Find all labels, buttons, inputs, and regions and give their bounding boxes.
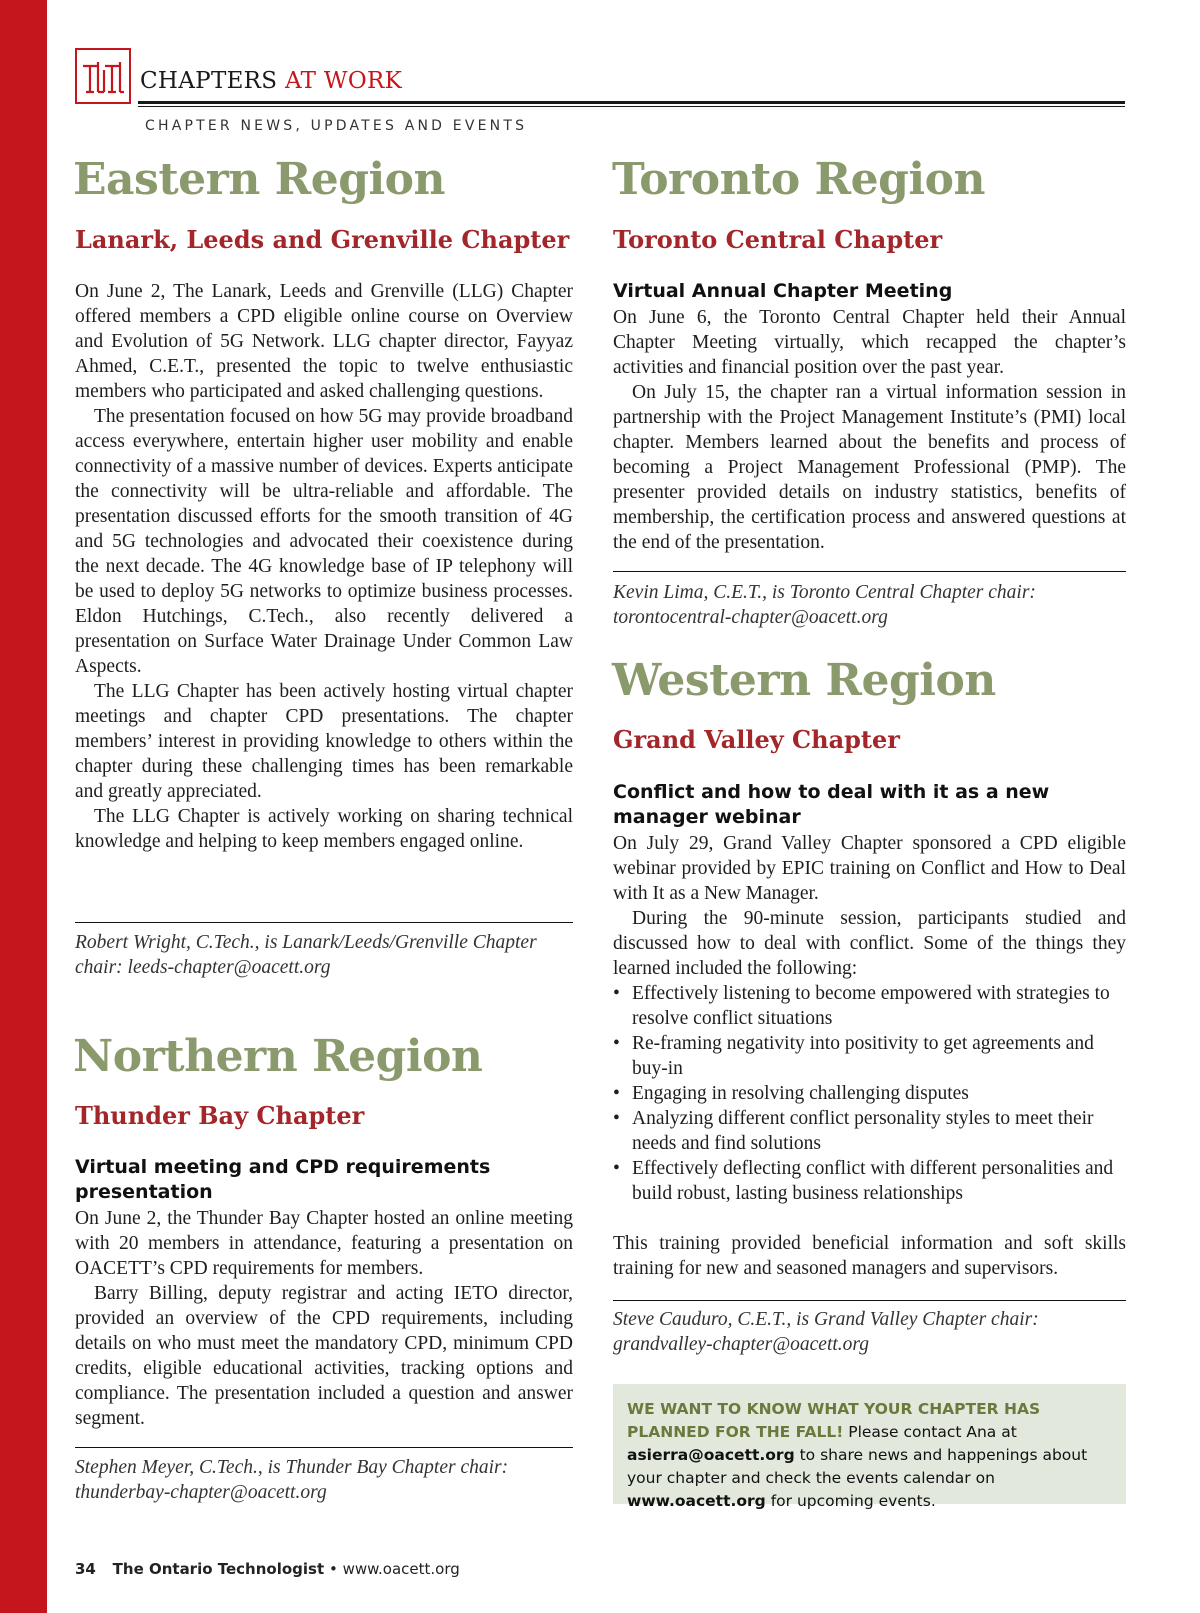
toronto-signature bbox=[613, 580, 1126, 630]
eastern-region-heading: Eastern Region bbox=[73, 154, 446, 205]
eastern-paragraph: The LLG Chapter is actively working on sharing technical knowledge and helping to keep members engaged online. bbox=[75, 806, 573, 852]
toronto-chapter-heading: Toronto Central Chapter bbox=[613, 225, 943, 254]
callout-text-1: Please contact Ana at bbox=[848, 1423, 1017, 1441]
toronto-region-heading: Toronto Region bbox=[612, 154, 985, 205]
red-side-bar bbox=[0, 0, 47, 1613]
northern-signature bbox=[75, 1455, 573, 1505]
header-rule-thin bbox=[138, 106, 1125, 107]
bullet-item: • Effectively deflecting conflict with different personalities and build robust, lasting business relationships bbox=[613, 1156, 1126, 1206]
eastern-signature bbox=[75, 930, 573, 980]
section-title-part2: AT WORK bbox=[284, 68, 403, 94]
northern-signature-text: Stephen Meyer, C.Tech., is Thunder Bay Chapter chair: thunderbay-chapter@oacett.org bbox=[75, 1457, 509, 1503]
callout-email-link[interactable]: asierra@oacett.org bbox=[627, 1446, 795, 1464]
callout-website-link[interactable]: www.oacett.org bbox=[627, 1492, 766, 1510]
section-subtitle: CHAPTER NEWS, UPDATES AND EVENTS bbox=[145, 118, 528, 134]
northern-paragraph: Barry Billing, deputy registrar and acting IETO director, provided an overview of the CPD requirements, including details on who must meet the mandatory CPD, minimum CPD credits, eligible educational activities, tracking options and compliance. The presentation included a question and answer segment. bbox=[75, 1283, 573, 1429]
magazine-title: The Ontario Technologist bbox=[112, 1560, 325, 1578]
header-rule-thick bbox=[138, 101, 1125, 104]
western-region-heading: Western Region bbox=[612, 655, 996, 706]
eastern-paragraph: On June 2, The Lanark, Leeds and Grenville (LLG) Chapter offered members a CPD eligible online course on Overview and Evolution of 5G Network. LLG chapter director, Fayyaz Ahmed, C.E.T., presented the topic to twelve enthusiastic members who participated and asked challenging questions. bbox=[75, 281, 573, 402]
western-closing-text: This training provided beneficial information and soft skills training for new and seasoned managers and supervisors. bbox=[613, 1233, 1126, 1279]
northern-region-heading: Northern Region bbox=[73, 1031, 483, 1082]
callout-highlight: WE WANT TO KNOW WHAT YOUR CHAPTER HAS PLANNED FOR THE FALL! bbox=[627, 1400, 1041, 1441]
eastern-signature-rule bbox=[75, 922, 573, 923]
eastern-paragraph: The presentation focused on how 5G may provide broadband access everywhere, entertain higher user mobility and enable connectivity of a massive number of devices. Experts anticipate the connectivity will be ultra-reliable and affordable. The presentation discussed efforts for the smooth transition of 4G and 5G technologies and advocated their coexistence during the next decade. The 4G knowledge base of IP telephony will be used to deploy 5G networks to optimize business processes. Eldon Hutchings, C.Tech., also recently delivered a presentation on Surface Water Drainage Under Common Law Aspects. bbox=[75, 406, 573, 677]
western-signature bbox=[613, 1307, 1126, 1357]
western-closing bbox=[613, 1231, 1126, 1281]
northern-signature-rule bbox=[75, 1447, 573, 1448]
toronto-signature-text: Kevin Lima, C.E.T., is Toronto Central Chapter chair: torontocentral-chapter@oacett.org bbox=[613, 582, 1036, 628]
eastern-chapter-heading: Lanark, Leeds and Grenville Chapter bbox=[75, 225, 570, 254]
toronto-article-body bbox=[613, 305, 1126, 555]
bullet-item: • Analyzing different conflict personality styles to meet their needs and find solutions bbox=[613, 1106, 1126, 1156]
western-chapter-heading: Grand Valley Chapter bbox=[613, 725, 900, 754]
footer-separator: • bbox=[328, 1560, 338, 1578]
eastern-signature-text: Robert Wright, C.Tech., is Lanark/Leeds/Grenville Chapter chair: leeds-chapter@oacett.org bbox=[75, 932, 537, 978]
toronto-subheading: Virtual Annual Chapter Meeting bbox=[613, 280, 953, 302]
toronto-paragraph: On July 15, the chapter ran a virtual information session in partnership with the Project Management Institute’s (PMI) local chapter. Members learned about the benefits and process of becoming a Project Management Professional (PMP). The presenter provided details on industry statistics, benefits of membership, the certification process and answered questions at the end of the presentation. bbox=[613, 382, 1126, 553]
section-title-part1: CHAPTERS bbox=[140, 68, 278, 94]
section-title bbox=[140, 68, 402, 94]
western-subheading: Conflict and how to deal with it as a new manager webinar bbox=[613, 781, 1050, 828]
bullet-item: • Engaging in resolving challenging disputes bbox=[613, 1081, 1126, 1106]
bullet-item: • Re-framing negativity into positivity to get agreements and buy-in bbox=[613, 1031, 1126, 1081]
eastern-paragraph: The LLG Chapter has been actively hosting virtual chapter meetings and chapter CPD presentations. The chapter members’ interest in providing knowledge to others within the chapter during these challenging times has been remarkable and greatly appreciated. bbox=[75, 681, 573, 802]
eastern-article-body bbox=[75, 279, 573, 854]
fall-plans-callout bbox=[613, 1384, 1126, 1510]
page-number: 34 bbox=[75, 1560, 96, 1578]
northern-article-body bbox=[75, 1206, 573, 1431]
northern-subheading: Virtual meeting and CPD requirements presentation bbox=[75, 1156, 491, 1203]
western-bullet-list bbox=[613, 981, 1126, 1206]
northern-paragraph: On June 2, the Thunder Bay Chapter hosted an online meeting with 20 members in attendance, featuring a presentation on OACETT’s CPD requirements for members. bbox=[75, 1208, 573, 1279]
toronto-paragraph: On June 6, the Toronto Central Chapter held their Annual Chapter Meeting virtually, which recapped the chapter’s activities and financial position over the past year. bbox=[613, 307, 1126, 378]
western-paragraph: On July 29, Grand Valley Chapter sponsored a CPD eligible webinar provided by EPIC training on Conflict and How to Deal with It as a New Manager. bbox=[613, 833, 1126, 904]
callout-text-3: for upcoming events. bbox=[770, 1492, 936, 1510]
callout-text-2: to share news and happenings about your chapter and check the events calendar on bbox=[627, 1446, 1088, 1487]
western-signature-text: Steve Cauduro, C.E.T., is Grand Valley Chapter chair: grandvalley-chapter@oacett.org bbox=[613, 1309, 1039, 1355]
bullet-item: • Effectively listening to become empowered with strategies to resolve conflict situations bbox=[613, 981, 1126, 1031]
western-signature-rule bbox=[613, 1300, 1126, 1301]
oacett-logo-icon bbox=[75, 48, 131, 104]
western-article-body bbox=[613, 831, 1126, 1206]
northern-chapter-heading: Thunder Bay Chapter bbox=[75, 1101, 365, 1130]
toronto-signature-rule bbox=[613, 571, 1126, 572]
western-paragraph: During the 90-minute session, participants studied and discussed how to deal with conflict. Some of the things they learned included the following: bbox=[613, 908, 1126, 979]
footer-website[interactable]: www.oacett.org bbox=[342, 1560, 460, 1578]
page-footer bbox=[75, 1560, 460, 1578]
